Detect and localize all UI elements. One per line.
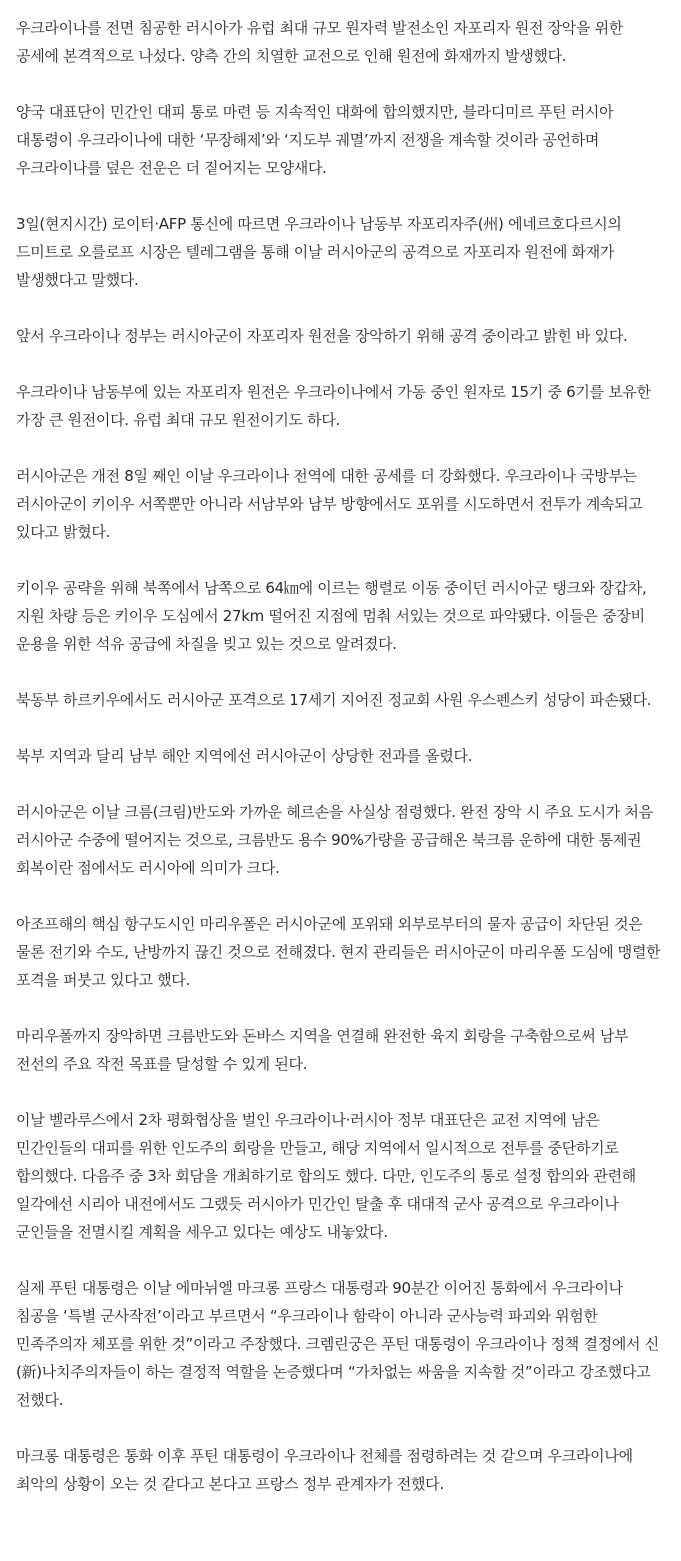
article-body bbox=[16, 14, 664, 1498]
article-paragraph: 우크라이나 남동부에 있는 자포리자 원전은 우크라이나에서 가동 중인 원자로 15기 중 6기를 보유한 가장 큰 원전이다. 유럽 최대 규모 원전이기도 하다. bbox=[16, 383, 651, 429]
article-paragraph: 앞서 우크라이나 정부는 러시아군이 자포리자 원전을 장악하기 위해 공격 중이라고 밝힌 바 있다. bbox=[16, 327, 628, 345]
article-paragraph: 러시아군은 이날 크름(크림)반도와 가까운 헤르손을 사실상 점령했다. 완전 장악 시 주요 도시가 처음 러시아군 수중에 떨어지는 것으로, 크름반도 용수 90%가량을 공급해온 북크름 운하에 대한 통제권 회복이란 점에서도 러시아에 의미가 크다. bbox=[16, 803, 653, 877]
article-paragraph: 키이우 공략을 위해 북쪽에서 남쪽으로 64㎞에 이르는 행렬로 이동 중이던 러시아군 탱크와 장갑차, 지원 차량 등은 키이우 도심에서 27km 떨어진 지점에 멈춰 서있는 것으로 파악됐다. 이들은 중장비 운용을 위한 석유 공급에 차질을 빚고 있는 것으로 알려졌다. bbox=[16, 579, 647, 653]
article-paragraph: 아조프해의 핵심 항구도시인 마리우폴은 러시아군에 포위돼 외부로부터의 물자 공급이 차단된 것은 물론 전기와 수도, 난방까지 끊긴 것으로 전해졌다. 현지 관리들은 러시아군이 마리우폴 도심에 맹렬한 포격을 퍼붓고 있다고 했다. bbox=[16, 915, 661, 989]
article-paragraph: 양국 대표단이 민간인 대피 통로 마련 등 지속적인 대화에 합의했지만, 블라디미르 푸틴 러시아 대통령이 우크라이나에 대한 ‘무장해제’와 ‘지도부 궤멸’까지 전쟁을 계속할 것이라 공언하며 우크라이나를 덮은 전운은 더 짙어지는 모양새다. bbox=[16, 103, 614, 177]
article-paragraph: 마리우폴까지 장악하면 크름반도와 돈바스 지역을 연결해 완전한 육지 회랑을 구축함으로써 남부 전선의 주요 작전 목표를 달성할 수 있게 된다. bbox=[16, 1027, 629, 1073]
article-paragraph: 북동부 하르키우에서도 러시아군 포격으로 17세기 지어진 정교회 사원 우스펜스키 성당이 파손됐다. bbox=[16, 691, 652, 709]
article-paragraph: 마크롱 대통령은 통화 이후 푸틴 대통령이 우크라이나 전체를 점령하려는 것 같으며 우크라이나에 최악의 상황이 오는 것 같다고 본다고 프랑스 정부 관계자가 전했다. bbox=[16, 1447, 633, 1493]
article-paragraph: 실제 푸틴 대통령은 이날 에마뉘엘 마크롱 프랑스 대통령과 90분간 이어진 통화에서 우크라이나 침공을 ‘특별 군사작전’이라고 부르면서 “우크라이나 함락이 아니라 군사능력 파괴와 위험한 민족주의자 체포를 위한 것”이라고 주장했다. 크렘린궁은 푸틴 대통령이 우크라이나 정책 결정에서 신(新)나치주의자들이 하는 결정적 역할을 논증했다며 “가차없는 싸움을 지속할 것”이라고 강조했다고 전했다. bbox=[16, 1279, 659, 1409]
article-paragraph: 러시아군은 개전 8일 째인 이날 우크라이나 전역에 대한 공세를 더 강화했다. 우크라이나 국방부는 러시아군이 키이우 서쪽뿐만 아니라 서남부와 남부 방향에서도 포위를 시도하면서 전투가 계속되고 있다고 밝혔다. bbox=[16, 467, 643, 541]
article-paragraph: 3일(현지시간) 로이터·AFP 통신에 따르면 우크라이나 남동부 자포리자주(州) 에네르호다르시의 드미트로 오를로프 시장은 텔레그램을 통해 이날 러시아군의 공격으로 자포리자 원전에 화재가 발생했다고 말했다. bbox=[16, 215, 622, 289]
article-paragraph: 북부 지역과 달리 남부 해안 지역에선 러시아군이 상당한 전과를 올렸다. bbox=[16, 747, 473, 765]
article-paragraph: 우크라이나를 전면 침공한 러시아가 유럽 최대 규모 원자력 발전소인 자포리자 원전 장악을 위한 공세에 본격적으로 나섰다. 양측 간의 치열한 교전으로 인해 원전에 화재까지 발생했다. bbox=[16, 19, 624, 65]
article-paragraph: 이날 벨라루스에서 2차 평화협상을 벌인 우크라이나·러시아 정부 대표단은 교전 지역에 남은 민간인들의 대피를 위한 인도주의 회랑을 만들고, 해당 지역에서 일시적으로 전투를 중단하기로 합의했다. 다음주 중 3차 회담을 개최하기로 합의도 했다. 다만, 인도주의 통로 설정 합의와 관련해 일각에선 시리아 내전에서도 그랬듯 러시아가 민간인 탈출 후 대대적 군사 공격으로 우크라이나 군인들을 전멸시킬 계획을 세우고 있다는 예상도 내놓았다. bbox=[16, 1111, 636, 1241]
